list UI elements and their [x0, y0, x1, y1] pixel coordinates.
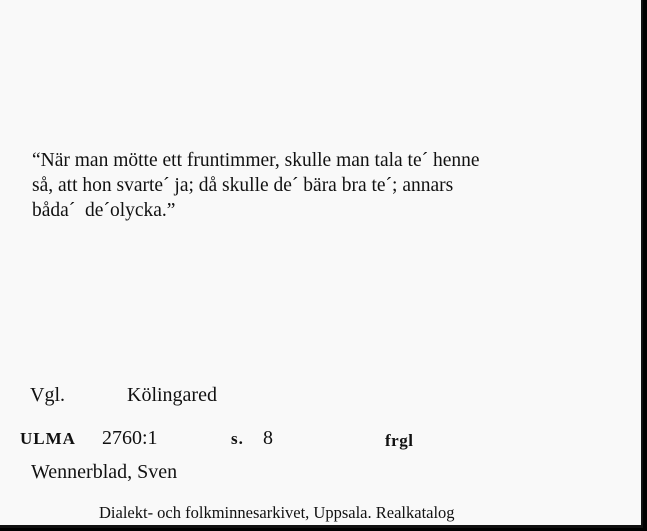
informant-name: Wennerblad, Sven: [31, 461, 178, 483]
archive-footer: Dialekt- och folkminnesarkivet, Uppsala. Realkatalog: [99, 503, 455, 522]
province-label: Vgl.: [30, 384, 65, 406]
category-code: frgl: [385, 431, 414, 450]
page-number: 8: [263, 427, 273, 449]
quote-line: “När man mötte ett fruntimmer, skulle man tala te´ henne: [32, 150, 480, 171]
quote-line: så, att hon svarte´ ja; då skulle de´ bära bra te´; annars: [32, 175, 454, 196]
parish-label: Kölingared: [127, 384, 217, 406]
archive-code: ULMA: [20, 429, 76, 448]
record-number: 2760:1: [102, 427, 158, 449]
page-prefix: s.: [231, 429, 244, 448]
quote-text: [32, 148, 612, 223]
quote-line: båda´ de´olycka.”: [32, 200, 176, 221]
